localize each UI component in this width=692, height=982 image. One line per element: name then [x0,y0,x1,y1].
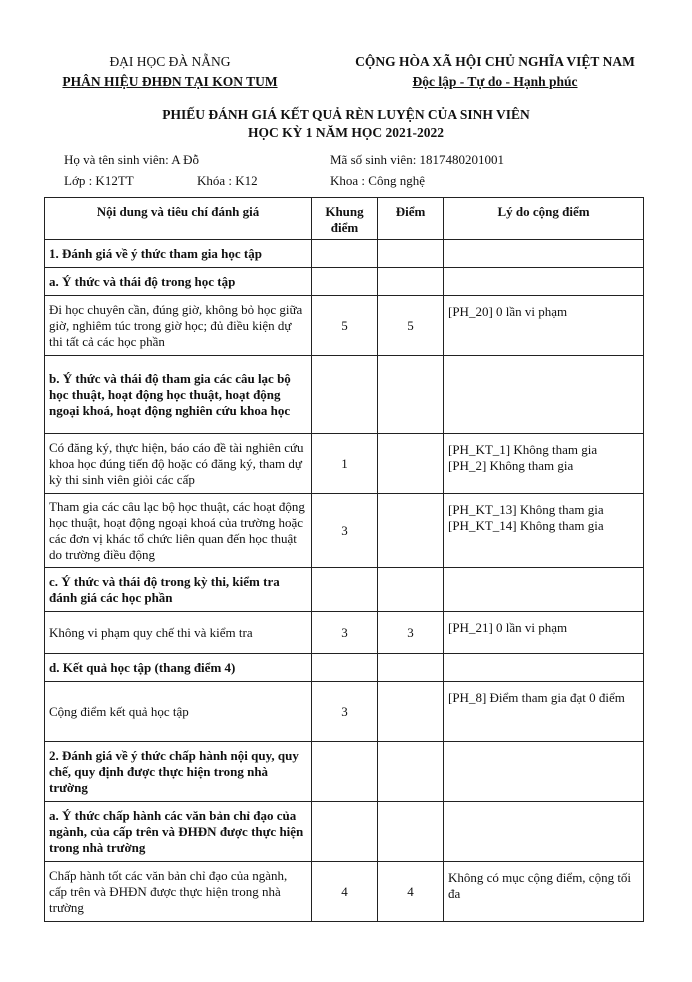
criteria-cell: Chấp hành tốt các văn bản chỉ đạo của ngành, cấp trên và ĐHĐN được thực hiện trong nhà trường [45,862,312,922]
frame-cell [312,654,378,682]
header-reason: Lý do cộng điểm [444,198,644,240]
national-motto: Độc lập - Tự do - Hạnh phúc [412,74,578,89]
score-cell: 5 [378,296,444,356]
table-header-row [45,198,644,240]
criteria-cell: Tham gia các câu lạc bộ học thuật, các hoạt động học thuật, hoạt động ngoại khoá của trường hoặc các đơn vị khác tổ chức liên quan đến học thuật do trường điều động [45,494,312,568]
reason-cell [444,568,644,612]
student-course: Khóa : K12 [197,173,258,188]
score-cell [378,802,444,862]
reason-cell: [PH_21] 0 lần vi phạm [444,612,644,654]
table-row [45,268,644,296]
frame-cell [312,568,378,612]
table-row [45,240,644,268]
reason-cell: [PH_20] 0 lần vi phạm [444,296,644,356]
header-criteria: Nội dung và tiêu chí đánh giá [45,198,312,240]
criteria-cell: a. Ý thức và thái độ trong học tập [45,268,312,296]
form-subtitle: HỌC KỲ 1 NĂM HỌC 2021-2022 [247,125,445,140]
reason-cell: [PH_KT_13] Không tham gia [PH_KT_14] Không tham gia [444,494,644,568]
score-cell [378,742,444,802]
score-cell [378,356,444,434]
frame-cell [312,268,378,296]
table-row [45,802,644,862]
table-row [45,494,644,568]
evaluation-table [44,197,644,922]
student-name: Họ và tên sinh viên: A Đỗ [64,152,200,167]
criteria-cell: Đi học chuyên cần, đúng giờ, không bỏ học giữa giờ, nghiêm túc trong giờ học; đủ điều kiện dự thi tất cả các học phần [45,296,312,356]
score-cell [378,682,444,742]
frame-cell [312,742,378,802]
criteria-cell: 1. Đánh giá về ý thức tham gia học tập [45,240,312,268]
header-frame: Khung điểm [312,198,378,240]
score-cell [378,434,444,494]
table-row [45,296,644,356]
table-row [45,862,644,922]
frame-cell [312,802,378,862]
branch-name: PHÂN HIỆU ĐHĐN TẠI KON TUM [62,74,278,89]
institution-header [40,52,300,92]
score-cell: 3 [378,612,444,654]
reason-cell: Không có mục cộng điểm, cộng tối đa [444,862,644,922]
criteria-cell: Có đăng ký, thực hiện, báo cáo đề tài nghiên cứu khoa học đúng tiến độ hoặc có đăng ký, tham dự kỳ thi sinh viên giỏi các cấp [45,434,312,494]
university-name: ĐẠI HỌC ĐÀ NẴNG [109,54,231,69]
score-cell [378,494,444,568]
frame-cell: 5 [312,296,378,356]
student-id: Mã số sinh viên: 1817480201001 [330,152,505,167]
reason-cell [444,654,644,682]
reason-cell: [PH_8] Điểm tham gia đạt 0 điểm [444,682,644,742]
criteria-cell: b. Ý thức và thái độ tham gia các câu lạc bộ học thuật, hoạt động học thuật, hoạt động ngoại khoá, hoạt động nghiên cứu khoa học [45,356,312,434]
criteria-cell: Cộng điểm kết quả học tập [45,682,312,742]
table-row [45,654,644,682]
reason-cell [444,240,644,268]
frame-cell: 3 [312,494,378,568]
table-row [45,682,644,742]
score-cell [378,268,444,296]
form-title: PHIẾU ĐÁNH GIÁ KẾT QUẢ RÈN LUYỆN CỦA SINH VIÊN [162,107,530,122]
frame-cell: 4 [312,862,378,922]
criteria-cell: Không vi phạm quy chế thi và kiểm tra [45,612,312,654]
table-row [45,434,644,494]
table-row [45,356,644,434]
criteria-cell: 2. Đánh giá về ý thức chấp hành nội quy, quy chế, quy định được thực hiện trong nhà trường [45,742,312,802]
criteria-cell: c. Ý thức và thái độ trong kỳ thi, kiểm tra đánh giá các học phần [45,568,312,612]
reason-cell: [PH_KT_1] Không tham gia [PH_2] Không tham gia [444,434,644,494]
table-row [45,742,644,802]
reason-cell [444,802,644,862]
frame-cell [312,240,378,268]
reason-cell [444,268,644,296]
criteria-cell: d. Kết quả học tập (thang điểm 4) [45,654,312,682]
reason-cell [444,742,644,802]
frame-cell [312,356,378,434]
header-score: Điểm [378,198,444,240]
score-cell: 4 [378,862,444,922]
reason-cell [444,356,644,434]
country-name: CỘNG HÒA XÃ HỘI CHỦ NGHĨA VIỆT NAM [355,54,635,69]
national-header [340,52,650,92]
table-row [45,568,644,612]
score-cell [378,240,444,268]
frame-cell: 1 [312,434,378,494]
frame-cell: 3 [312,612,378,654]
table-row [45,612,644,654]
student-faculty: Khoa : Công nghệ [330,173,425,188]
score-cell [378,568,444,612]
student-class: Lớp : K12TT [64,173,134,188]
frame-cell: 3 [312,682,378,742]
criteria-cell: a. Ý thức chấp hành các văn bản chỉ đạo của ngành, của cấp trên và ĐHĐN được thực hiện trong nhà trường [45,802,312,862]
score-cell [378,654,444,682]
